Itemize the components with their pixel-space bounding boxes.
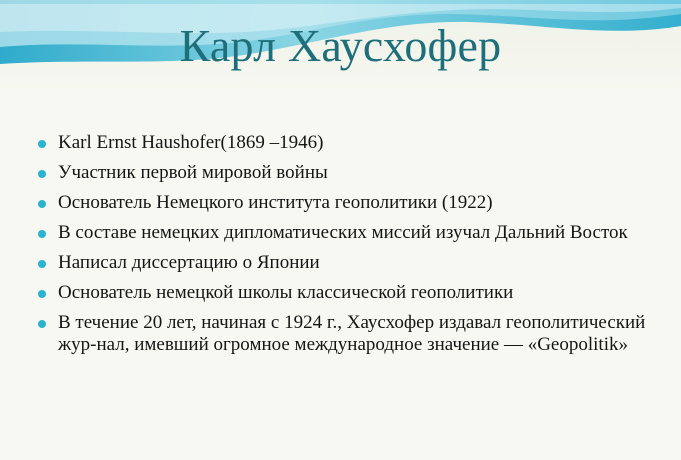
bullet-text: В составе немецких дипломатических миссий изучал Дальний Восток bbox=[58, 222, 628, 243]
bullet-dot-icon bbox=[38, 230, 46, 238]
bullet-dot-icon bbox=[38, 290, 46, 298]
bullet-text: Основатель Немецкого института геополитики (1922) bbox=[58, 192, 493, 213]
bullet-dot-icon bbox=[38, 170, 46, 178]
bullet-text: Участник первой мировой войны bbox=[58, 162, 328, 183]
bullet-dot-icon bbox=[38, 200, 46, 208]
bullet-text: Написал диссертацию о Японии bbox=[58, 252, 320, 273]
bullet-item bbox=[38, 192, 658, 214]
bullet-item bbox=[38, 252, 658, 274]
bullet-item bbox=[38, 162, 658, 184]
bullet-dot-icon bbox=[38, 260, 46, 268]
bullet-item bbox=[38, 132, 658, 154]
bullet-item bbox=[38, 312, 658, 356]
bullet-list bbox=[38, 132, 658, 364]
bullet-text: Karl Ernst Haushofer(1869 –1946) bbox=[58, 132, 324, 153]
bullet-item bbox=[38, 222, 658, 244]
bullet-text: В течение 20 лет, начиная с 1924 г., Хаусхофер издавал геополитический жур-нал, имевший огромное международное значение — «Geopolitik» bbox=[58, 312, 646, 355]
bullet-dot-icon bbox=[38, 140, 46, 148]
bullet-item bbox=[38, 282, 658, 304]
slide-title: Карл Хаусхофер bbox=[179, 20, 502, 71]
bullet-text: Основатель немецкой школы классической геополитики bbox=[58, 282, 514, 303]
bullet-dot-icon bbox=[38, 320, 46, 328]
